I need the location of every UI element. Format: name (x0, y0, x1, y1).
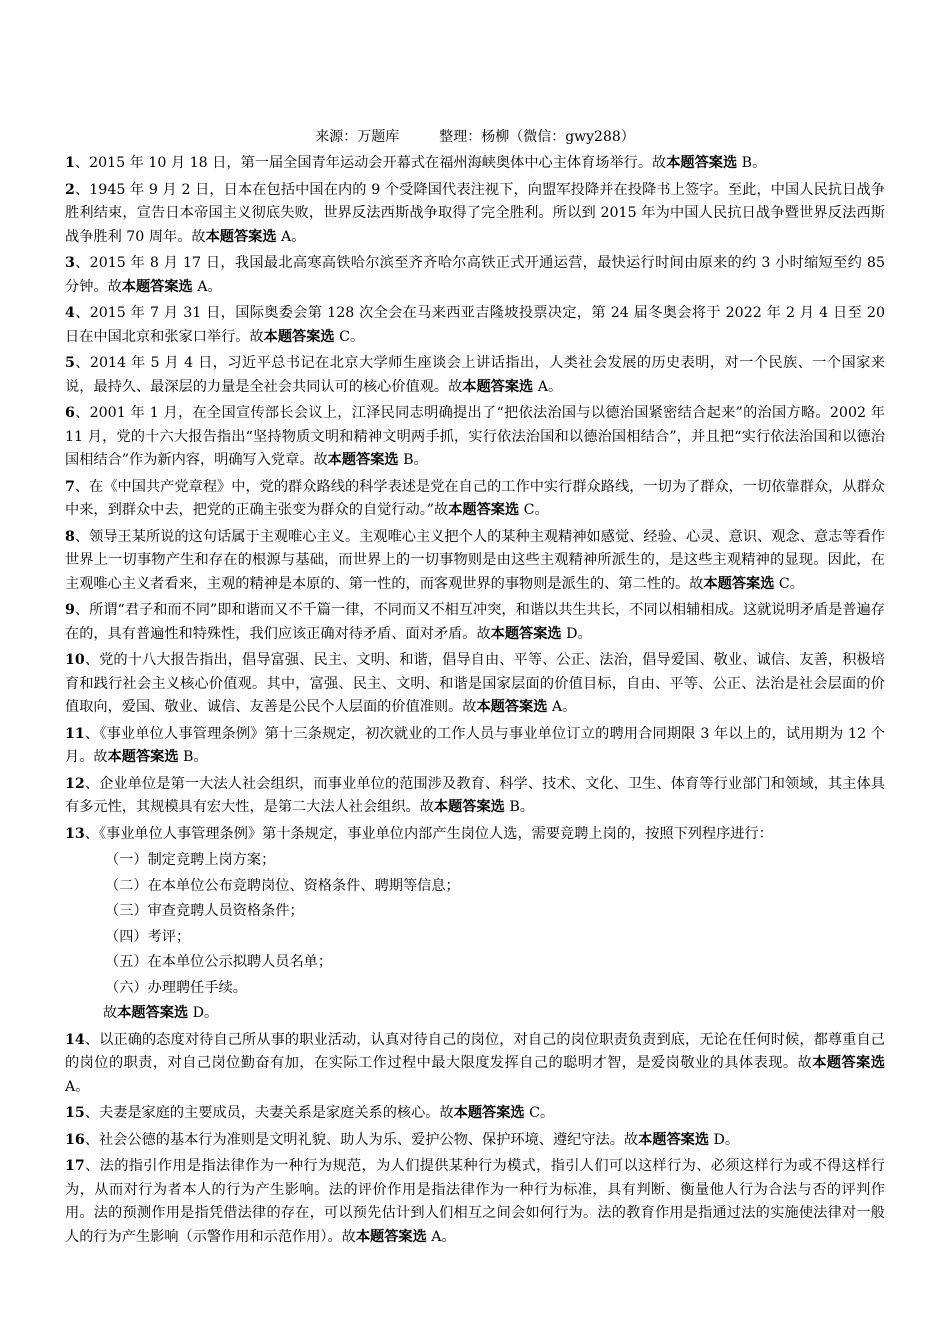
question-3: 3、2015 年 8 月 17 日，我国最北高寒高铁哈尔滨至齐齐哈尔高铁正式开通运营，最快运行时间由原来的约 3 小时缩短至约 85 分钟。故本题答案选 A。 (65, 255, 885, 295)
procedure-step: （一）制定竞聘上岗方案； (105, 852, 276, 868)
page-header (0, 128, 950, 146)
question-8: 8、领导王某所说的这句话属于主观唯心主义。主观唯心主义把个人的某种主观精神如感觉、经验、心灵、意识、观念、意志等看作世界上一切事物产生和存在的根源与基础，而世界上的一切事物则是由这些主观精神所派生的，是这些主观精神的显现。因此，在主观唯心主义者看来，主观的精神是本原的、第一性的，而客观世界的事物则是派生的、第二性的。故本题答案选 C。 (65, 528, 885, 592)
editor-label: 整理：杨柳（微信：gwy288） (439, 129, 635, 145)
question-17: 17、法的指引作用是指法律作为一种行为规范，为人们提供某种行为模式，指引人们可以这样行为、必须这样行为或不得这样行为，从而对行为者本人的行为产生影响。法的评价作用是指法律作为一种行为标准，具有判断、衡量他人行为合法与否的评判作用。法的预测作用是指凭借法律的存在，可以预先估计到人们相互之间会如何行为。法的教育作用是指通过法的实施使法律对一般人的行为产生影响（示警作用和示范作用）。故本题答案选 A。 (65, 1158, 885, 1245)
question-16: 16、社会公德的基本行为准则是文明礼貌、助人为乐、爱护公物、保护环境、遵纪守法。故本题答案选 D。 (65, 1131, 740, 1148)
question-14: 14、以正确的态度对待自己所从事的职业活动，认真对待自己的岗位，对自己的岗位职责负责到底，无论在任何时候，都尊重自己的岗位的职责，对自己岗位勤奋有加，在实际工作过程中最大限度发挥自己的聪明才智，是爱岗敬业的具体表现。故本题答案选 A。 (65, 1031, 885, 1095)
question-13-answer: 故本题答案选 D。 (103, 1005, 219, 1021)
question-10: 10、党的十八大报告指出，倡导富强、民主、文明、和谐，倡导自由、平等、公正、法治，倡导爱国、敬业、诚信、友善，积极培育和践行社会主义核心价值观。其中，富强、民主、文明、和谐是国家层面的价值目标，自由、平等、公正、法治是社会层面的价值取向，爱国、敬业、诚信、友善是公民个人层面的价值准则。故本题答案选 A。 (65, 652, 885, 715)
procedure-step: （四）考评； (105, 928, 191, 945)
question-7: 7、在《中国共产党章程》中，党的群众路线的科学表述是党在自己的工作中实行群众路线，一切为了群众，一切依靠群众，从群众中来，到群众中去，把党的正确主张变为群众的自觉行动。”故本题答案选 C。 (65, 478, 885, 518)
question-15: 15、夫妻是家庭的主要成员，夫妻关系是家庭关系的核心。故本题答案选 C。 (65, 1105, 555, 1121)
procedure-step: （五）在本单位公示拟聘人员名单； (105, 954, 333, 970)
question-4: 4、2015 年 7 月 31 日，国际奥委会第 128 次全会在马来西亚吉隆坡投票决定，第 24 届冬奥会将于 2022 年 2 月 4 日至 20 日在中国北京和张家口举行。故本题答案选 C。 (65, 305, 885, 345)
question-13: 13、《事业单位人事管理条例》第十条规定，事业单位内部产生岗位人选，需要竞聘上岗的，按照下列程序进行： (65, 825, 773, 842)
question-2: 2、1945 年 9 月 2 日，日本在包括中国在内的 9 个受降国代表注视下，向盟军投降并在投降书上签字。至此，中国人民抗日战争胜利结束，宣告日本帝国主义彻底失败，世界反法西斯战争取得了完全胜利。所以到 2015 年为中国人民抗日战争暨世界反法西斯战争胜利 70 周年。故本题答案选 A。 (65, 181, 885, 245)
question-6: 6、2001 年 1 月，在全国宣传部长会议上，江泽民同志明确提出了“把依法治国与以德治国紧密结合起来”的治国方略。2002 年 11 月，党的十六大报告指出“坚持物质文明和精神文明两手抓，实行依法治国和以德治国相结合”，并且把“实行依法治国和以德治国相结合”作为新内容，明确写入党章。故本题答案选 B。 (65, 405, 885, 468)
procedure-step: （六）办理聘任手续。 (105, 979, 247, 996)
source-label: 来源：万题库 (315, 129, 400, 145)
question-11: 11、《事业单位人事管理条例》第十三条规定，初次就业的工作人员与事业单位订立的聘用合同期限 3 年以上的，试用期为 12 个月。故本题答案选 B。 (65, 725, 885, 765)
question-12: 12、企业单位是第一大法人社会组织，而事业单位的范围涉及教育、科学、技术、文化、卫生、体育等行业部门和领域，其主体具有多元性，其规模具有宏大性，是第二大法人社会组织。故本题答案选 B。 (65, 775, 885, 815)
question-9: 9、所谓“君子和而不同”即和谐而又不千篇一律，不同而又不相互冲突，和谐以共生共长，不同以相辅相成。这就说明矛盾是普遍存在的，具有普遍性和特殊性，我们应该正确对待矛盾、面对矛盾。故本题答案选 D。 (65, 602, 885, 642)
question-5: 5、2014 年 5 月 4 日，习近平总书记在北京大学师生座谈会上讲话指出，人类社会发展的历史表明，对一个民族、一个国家来说，最持久、最深层的力量是全社会共同认可的核心价值观。故本题答案选 A。 (65, 355, 885, 395)
question-1: 1、2015 年 10 月 18 日，第一届全国青年运动会开幕式在福州海峡奥体中心主体育场举行。故本题答案选 B。 (65, 155, 767, 171)
procedure-step: （三）审查竞聘人员资格条件； (105, 903, 304, 919)
answer-explanations (65, 152, 885, 1252)
procedure-step: （二）在本单位公布竞聘岗位、资格条件、聘期等信息； (105, 877, 460, 894)
